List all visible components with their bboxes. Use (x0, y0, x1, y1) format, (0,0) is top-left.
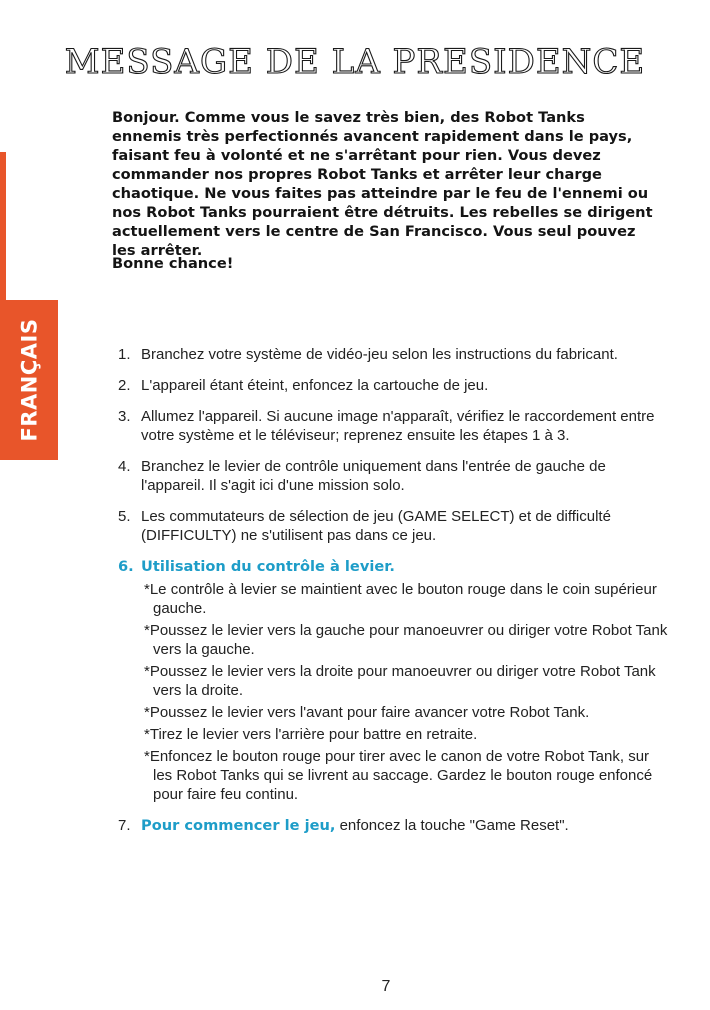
language-side-tab (0, 300, 58, 460)
step-text: Branchez votre système de vidéo-jeu selon les instructions du fabricant. (141, 346, 618, 363)
sub-item: *Poussez le levier vers la gauche pour manoeuvrer ou diriger votre Robot Tank vers la gauche. (144, 622, 668, 658)
step-text: Branchez le levier de contrôle uniquement dans l'entrée de gauche de l'appareil. Il s'agit ici d'une mission solo. (141, 458, 606, 494)
sub-item: *Poussez le levier vers l'avant pour faire avancer votre Robot Tank. (144, 704, 590, 721)
step-number: 2. (118, 377, 131, 394)
step-7 (112, 816, 672, 835)
step-4 (112, 457, 672, 495)
step-text: Allumez l'appareil. Si aucune image n'apparaît, vérifiez le raccordement entre votre système et le téléviseur; reprenez ensuite les étapes 1 à 3. (141, 408, 655, 444)
step-2 (112, 376, 672, 395)
step-number: 5. (118, 508, 131, 525)
step-6 (112, 557, 672, 804)
step-number: 3. (118, 408, 131, 425)
sub-item: *Tirez le levier vers l'arrière pour battre en retraite. (144, 726, 478, 743)
joystick-instructions (141, 580, 672, 804)
step-number: 4. (118, 458, 131, 475)
sub-item: *Poussez le levier vers la droite pour manoeuvrer ou diriger votre Robot Tank vers la droite. (144, 663, 656, 699)
step-text: enfoncez la touche "Game Reset". (335, 817, 569, 834)
step-number: 1. (118, 346, 131, 363)
intro-paragraph: Bonjour. Comme vous le savez très bien, des Robot Tanks ennemis très perfectionnés avancent rapidement dans le pays, faisant feu à volonté et ne s'arrêtant pour rien. Vous devez commander nos propres Robot Tanks et arrêter leur charge chaotique. Ne vous faites pas atteindre par le feu de l'ennemi ou nos Robot Tanks pourraient être détruits. Les rebelles se dirigent actuellement vers le centre de San Francisco. Vous seul pouvez les arrêter. (112, 109, 653, 259)
page-number: 7 (381, 978, 391, 995)
sub-item: *Enfoncez le bouton rouge pour tirer avec le canon de votre Robot Tank, sur les Robot Tanks qui se livrent au saccage. Gardez le bouton rouge enfoncé pour faire feu continu. (144, 748, 653, 803)
page-title: MESSAGE DE LA PRESIDENCE (64, 42, 646, 82)
side-accent-stripe (0, 152, 6, 300)
step-number: 7. (118, 817, 131, 834)
step-number: 6. (118, 558, 134, 575)
step-heading: Pour commencer le jeu, (141, 817, 336, 834)
step-heading: Utilisation du contrôle à levier. (141, 558, 395, 575)
step-5 (112, 507, 672, 545)
sub-item: *Le contrôle à levier se maintient avec le bouton rouge dans le coin supérieur gauche. (144, 581, 657, 617)
closing-line: Bonne chance! (112, 255, 234, 272)
step-3 (112, 407, 672, 445)
instruction-list (112, 345, 672, 847)
step-text: L'appareil étant éteint, enfoncez la cartouche de jeu. (141, 377, 489, 394)
step-1 (112, 345, 672, 364)
language-label: FRANÇAIS (17, 318, 42, 442)
step-text: Les commutateurs de sélection de jeu (GAME SELECT) et de difficulté (DIFFICULTY) ne s'utilisent pas dans ce jeu. (141, 508, 611, 544)
